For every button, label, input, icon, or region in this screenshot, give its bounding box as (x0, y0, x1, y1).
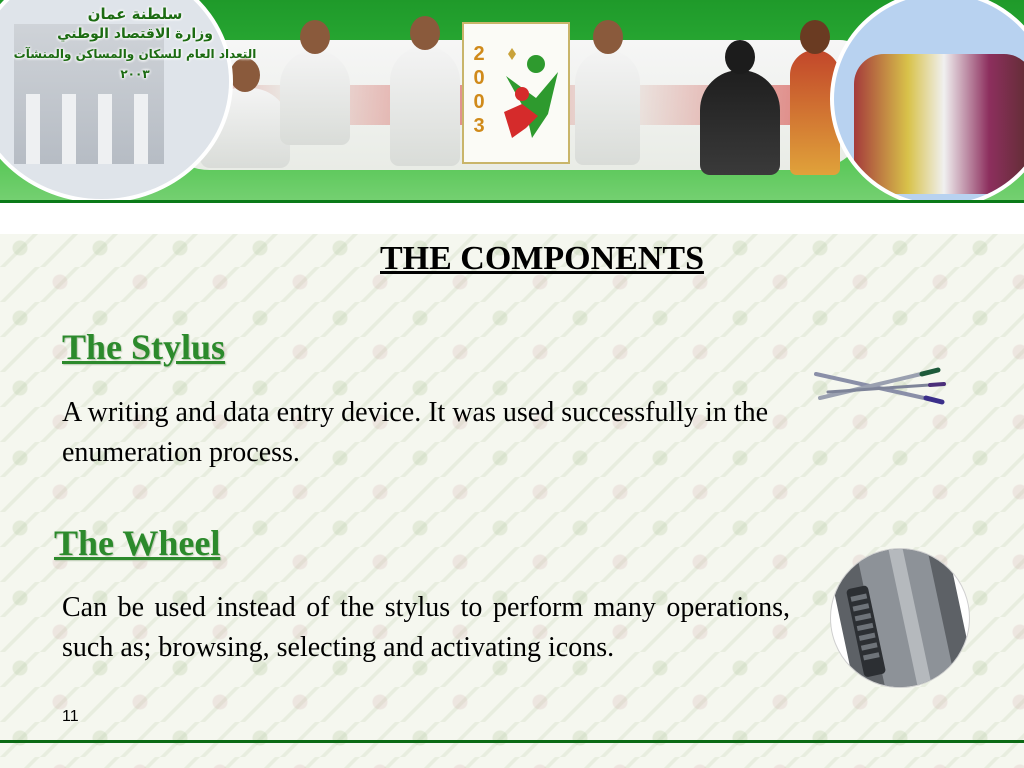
banner-person-image (575, 50, 640, 165)
slide-title: THE COMPONENTS (380, 240, 704, 277)
footer-divider (0, 740, 1024, 743)
wheel-description: Can be used instead of the stylus to perform many operations, such as; browsing, selecting and activating icons. (62, 592, 790, 663)
header-banner (0, 0, 1024, 234)
scroll-wheel-icon (831, 549, 969, 687)
banner-person-image (390, 46, 460, 166)
census-logo-year: 2 0 0 3 (473, 43, 485, 137)
page-number: 11 (62, 708, 79, 725)
census-emblem-icon (492, 42, 562, 152)
wheel-heading: The Wheel (54, 523, 221, 563)
census-logo (462, 22, 570, 164)
background-pattern (0, 232, 1024, 768)
banner-person-image (280, 50, 350, 145)
header-divider (0, 200, 1024, 234)
banner-person-image (700, 70, 780, 175)
stylus-heading: The Stylus (62, 327, 226, 367)
header-arabic-title: سلطنة عمان وزارة الاقتصاد الوطني التعداد العام للسكان والمساكن والمنشآت ٢٠٠٣ (13, 5, 257, 81)
stylus-description: A writing and data entry device. It was used successfully in the enumeration process. (62, 397, 769, 468)
stylus-pens-icon (810, 362, 950, 408)
scroll-wheel-photo (830, 548, 970, 688)
crowd-photo (830, 0, 1024, 208)
